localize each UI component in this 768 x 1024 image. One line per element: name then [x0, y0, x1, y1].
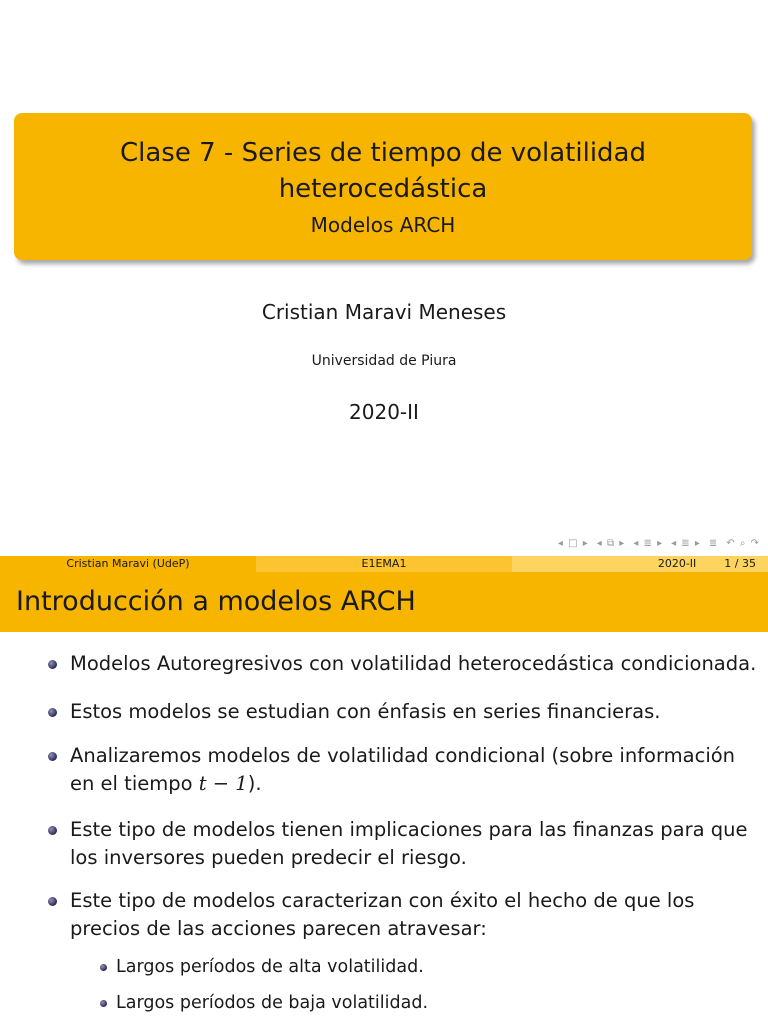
nav-section2-icon[interactable]: ◂ ≣ ▸ [671, 538, 701, 549]
footer-bar [0, 556, 768, 572]
list-item: Estos modelos se estudian con énfasis en series financieras. [70, 698, 760, 726]
frame-title-bar [0, 572, 768, 632]
title-block [14, 113, 752, 260]
math-t-minus-1: t − 1 [198, 772, 248, 795]
list-item: Modelos Autoregresivos con volatilidad heterocedástica condicionada. [70, 650, 760, 678]
list-item: Este tipo de modelos tienen implicaciones para las finanzas para que los inversores pueden predecir el riesgo. [70, 816, 760, 872]
subbullet-icon [100, 1000, 107, 1007]
footer-date: 2020-II [657, 557, 697, 570]
bullet-icon [48, 752, 57, 761]
list-item: Analizaremos modelos de volatilidad condicional (sobre información en el tiempo t − 1). [70, 742, 760, 798]
footer-page: 1 / 35 [724, 557, 756, 570]
bullet-icon [48, 826, 57, 835]
nav-frame-icon[interactable]: ◂ □ ▸ [557, 538, 589, 549]
list-item: Este tipo de modelos caracterizan con éxito el hecho de que los precios de las acciones parecen atravesar: [70, 887, 760, 943]
subbullet-icon [100, 964, 107, 971]
beamer-navigation [558, 538, 760, 549]
nav-section-icon[interactable]: ◂ ≣ ▸ [633, 538, 664, 549]
footer-author: Cristian Maravi (UdeP) [0, 556, 256, 572]
list-subitem: Largos períodos de alta volatilidad. [116, 954, 424, 980]
footer-course: E1EMA1 [256, 556, 512, 572]
date: 2020-II [349, 400, 419, 424]
bullet-icon [48, 708, 57, 717]
list-subitem: Largos períodos de baja volatilidad. [116, 990, 428, 1016]
bullet-icon [48, 897, 57, 906]
author: Cristian Maravi Meneses [261, 300, 507, 324]
footer-date-page [512, 556, 768, 572]
bullet-icon [48, 660, 57, 669]
presentation-title-line1: Clase 7 - Series de tiempo de volatilidad [120, 138, 646, 168]
nav-search-icon[interactable]: ↶ ⌕ ↷ [726, 538, 760, 549]
frame-title: Introducción a modelos ARCH [16, 586, 416, 617]
nav-subsection-icon[interactable]: ◂ ⧉ ▸ [596, 538, 626, 549]
presentation-subtitle: Modelos ARCH [310, 213, 456, 237]
institute: Universidad de Piura [311, 353, 457, 369]
presentation-title-line2: heterocedástica [278, 174, 488, 204]
nav-toc-icon[interactable]: ≣ [708, 538, 719, 549]
